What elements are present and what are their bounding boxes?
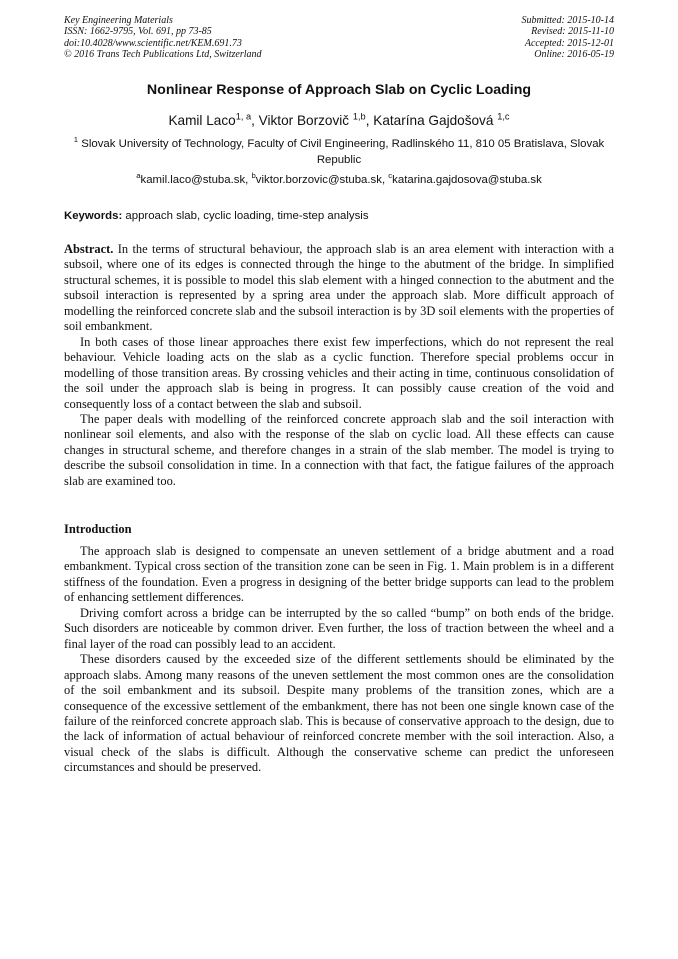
intro-paragraph: These disorders caused by the exceeded size of the different settlements should be eliminated by the approach slabs. Among many reasons of the uneven settlement the most common ones are the consolidation of the soil embankment and its subsoil. Despite many problems of the transition zones, which are a consequence of the excessive settlement of the embankment, there has not been one single known case of the failure of the reinforced concrete approach slab. This is because of conservative approach to the design, due to the lack of information of actual behaviour of reinforced concrete member with the soil interaction. Also, a visual check of the slabs is difficult. Although the conservative scheme can predict the unforeseen circumstances and should be preserved. [64,652,614,775]
author-name: Katarína Gajdošová [373,113,494,128]
abstract-paragraph: In both cases of those linear approaches there exist few imperfections, which do not represent the real behaviour. Vehicle loading acts on the slab as a cyclic function. Therefore special problems occur in modelling of those transition areas. By crossing vehicles and their acting in time, continuous consolidation of the soil under the approach slab is being in progress. It can possibly cause creation of the void and consequently loss of a contact between the slab and subsoil. [64,334,614,411]
journal-info [64,15,262,61]
abstract-text: In the terms of structural behaviour, the approach slab is an area element with interaction with a subsoil, where one of its edges is connected through the hinge to the abutment of the bridge. In simplified structural schemes, it is possible to model this slab element with a hinged connection to the abutment and the subsoil interaction is represented by a spring area under the approach slab. More difficult approach of modelling the reinforced concrete slab and the subsoil interaction is by 3D soil elements with the properties of soil embankment. [64,242,615,334]
online-date: Online: 2016-05-19 [534,49,614,61]
abstract-paragraph: The paper deals with modelling of the reinforced concrete approach slab and the soil interaction with nonlinear soil elements, and also with the response of the slab on cyclic load. All these effects can cause changes in structural scheme, and therefore changes in a strain of the slab member. The model is trying to describe the subsoil consolidation in time. In a connection with that fact, the fatigue failures of the approach slab are examined too. [64,411,614,488]
revised-date: Revised: 2015-11-10 [531,26,614,38]
email-sup: c [388,171,393,181]
intro-paragraph: Driving comfort across a bridge can be interrupted by the so called “bump” on both ends of the bridge. Such disorders are noticeable by common driver. Even further, the loss of traction between the wheel and a final layer of the road can possibly lead to an accident. [64,605,614,651]
email-link[interactable]: kamil.laco@stuba.sk [140,174,246,186]
doi: doi:10.4028/www.scientific.net/KEM.691.73 [64,37,242,49]
submitted-date: Submitted: 2015-10-14 [521,15,614,26]
affiliation-sup: 1 [73,135,79,145]
introduction [64,544,614,776]
email-link[interactable]: viktor.borzovic@stuba.sk [255,174,382,186]
keywords [64,210,369,222]
author-name: Kamil Laco [168,113,236,128]
author-emails: $^a$kamil.laco@stuba.sk, $^b$viktor.borzovic@stuba.sk, $^c$katarina.gajdosova@stuba.sk [136,171,542,186]
email-sup: a [136,171,141,181]
keywords-text: approach slab, cyclic loading, time-step analysis [125,210,369,222]
paper-title: Nonlinear Response of Approach Slab on Cyclic Loading [146,82,532,98]
publication-dates [522,15,615,61]
issn: ISSN: 1662-9795, Vol. 691, pp 73-85 [64,26,212,38]
intro-paragraph: The approach slab is designed to compensate an uneven settlement of a bridge abutment and a road embankment. Typical cross section of the transition zone can be seen in Fig. 1. Main problem is in a different stiffness of the foundation. Even a progress in designing of the better bridge supports can lead to the problem of enhancing settlement differences. [64,544,614,605]
author-sup: 1,b [352,111,366,122]
author-sup: 1,c [497,111,510,122]
affiliation-text: Slovak University of Technology, Faculty of Civil Engineering, Radlinského 11, 810 05 Bratislava, Slovak Republic [81,138,605,166]
journal-name: Key Engineering Materials [64,15,173,26]
abstract-label: Abstract. [64,242,114,256]
section-heading: Introduction [64,522,132,536]
author-name: Viktor Borzovič [258,113,350,128]
abstract [64,242,614,489]
accepted-date: Accepted: 2015-12-01 [524,37,614,49]
abstract-paragraph [64,242,614,335]
email-sup: b [251,171,256,181]
copyright: © 2016 Trans Tech Publications Ltd, Switzerland [64,49,262,61]
author-list: Kamil Laco$^{1, a}$, Viktor Borzovič $^{1,b}$, Katarína Gajdošová $^{1,c}$ [168,111,510,128]
email-link[interactable]: katarina.gajdosova@stuba.sk [392,174,542,186]
author-sup: 1, a [235,111,252,122]
affiliation [64,137,614,168]
keywords-label: Keywords: [64,210,123,222]
